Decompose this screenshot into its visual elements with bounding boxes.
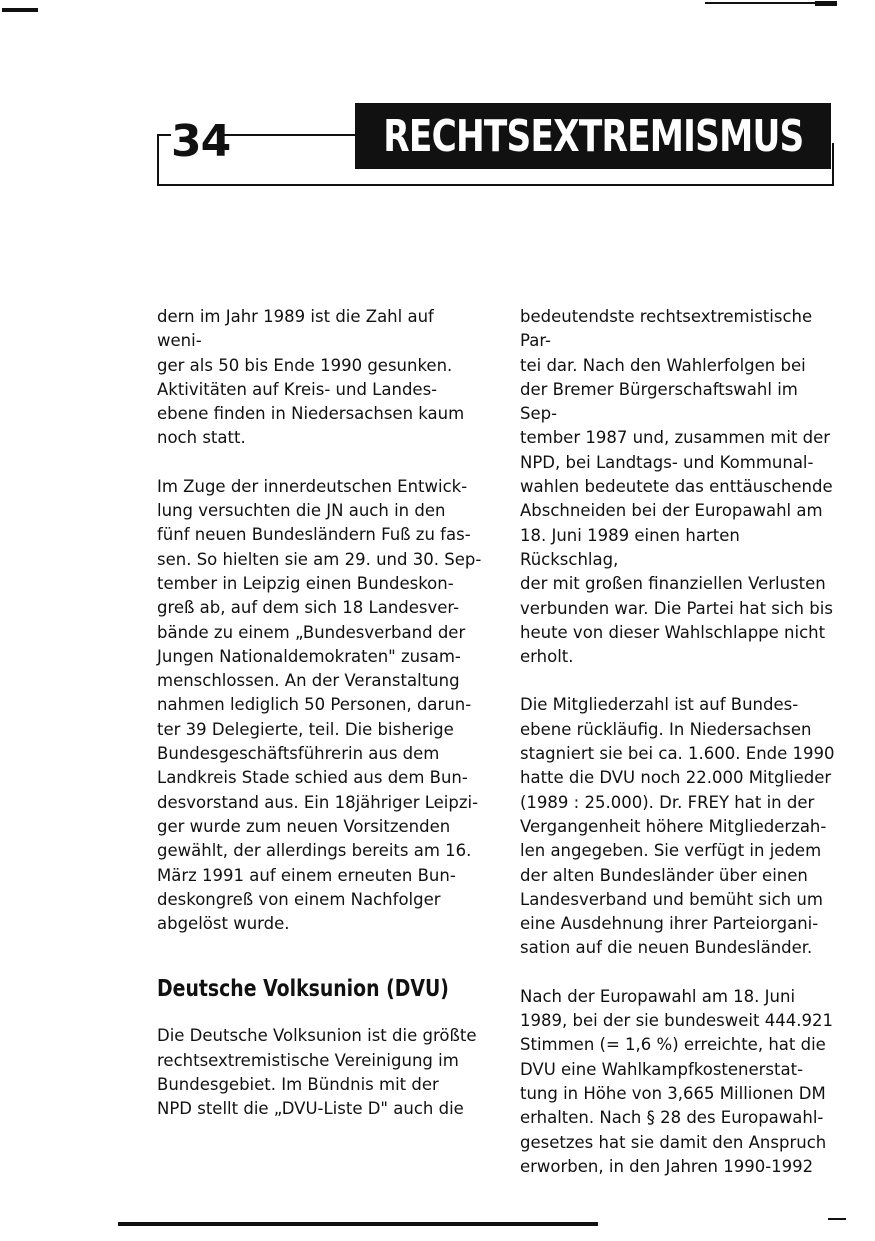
section-title: RECHTSEXTREMISMUS <box>382 110 804 162</box>
section-title-box <box>355 103 831 169</box>
header-frame-bottom <box>157 184 834 186</box>
left-paragraph-3: Die Deutsche Volksunion ist die größte rechtsextremistische Vereinigung im Bundesgebiet. Im Bündnis mit der NPD stellt die „DVU-Liste D" auch die <box>157 1026 477 1119</box>
scan-mark-top-right-block <box>815 1 837 6</box>
right-paragraph-3: Nach der Europawahl am 18. Juni 1989, bei der sie bundesweit 444.921 Stimmen (= 1,6 %) erreichte, hat die DVU eine Wahlkampfkostenerstat- tung in Höhe von 3,665 Millionen DM erhalten. Nach § 28 des Europawahl- gesetzes hat sie damit den Anspruch erworben, in den Jahren 1990-1992 <box>520 986 833 1176</box>
scan-mark-bottom-right <box>828 1218 846 1220</box>
left-paragraph-1: dern im Jahr 1989 ist die Zahl auf weni- ger als 50 bis Ende 1990 gesunken. Aktivitäten auf Kreis- und Landes- ebene finden in Niedersachsen kaum noch statt. <box>157 307 465 448</box>
header-rule-left <box>157 134 171 136</box>
page-number: 34 <box>171 116 231 167</box>
right-column <box>520 305 840 1179</box>
scan-mark-bottom-line <box>118 1222 598 1226</box>
header-frame-left <box>157 134 159 186</box>
right-paragraph-2: Die Mitgliederzahl ist auf Bundes- ebene rückläufig. In Niedersachsen stagniert sie bei ca. 1.600. Ende 1990 hatte die DVU noch 22.000 Mitglieder (1989 : 25.000). Dr. FREY hat in der Vergangenheit höhere Mitgliederzah- len angegeben. Sie verfügt in jedem der alten Bundesländer über einen Landesverband und bemüht sich um eine Ausdehnung ihrer Parteiorgani- sation auf die neuen Bundesländer. <box>520 695 835 958</box>
section-heading-dvu: Deutsche Volksunion (DVU) <box>157 976 449 1003</box>
right-paragraph-1: bedeutendste rechtsextremistische Par- tei dar. Nach den Wahlerfolgen bei der Bremer Bürgerschaftswahl im Sep- tember 1987 und, zusammen mit der NPD, bei Landtags- und Kommunal- wahlen bedeutete das enttäuschende Abschneiden bei der Europawahl am 18. Juni 1989 einen harten Rückschlag, der mit großen finanziellen Verlusten verbunden war. Die Partei hat sich bis heute von dieser Wahlschlappe nicht erholt. <box>520 307 833 667</box>
left-paragraph-2: Im Zuge der innerdeutschen Entwick- lung versuchten die JN auch in den fünf neuen Bundesländern Fuß zu fas- sen. So hielten sie am 29. und 30. Sep- tember in Leipzig einen Bundeskon- greß ab, auf dem sich 18 Landesver- bände zu einem „Bundesverband der Jungen Nationaldemokraten" zusam- menschlossen. An der Veranstaltung nahmen lediglich 50 Personen, darun- ter 39 Delegierte, teil. Die bisherige Bundesgeschäftsführerin aus dem Landkreis Stade schied aus dem Bun- desvorstand aus. Ein 18jähriger Leipzi- ger wurde zum neuen Vorsitzenden gewählt, der allerdings bereits am 16. März 1991 auf einem erneuten Bun- deskongreß von einem Nachfolger abgelöst wurde. <box>157 476 482 934</box>
left-column <box>157 305 483 1122</box>
scan-mark-top-left <box>2 8 38 12</box>
page-header <box>157 103 834 186</box>
header-frame-right <box>832 143 834 186</box>
